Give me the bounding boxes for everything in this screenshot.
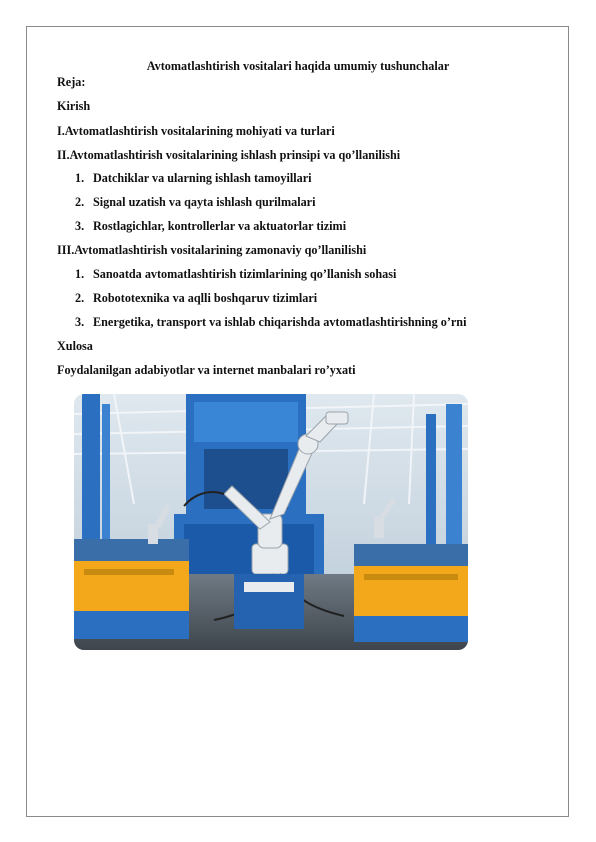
factory-robot-illustration xyxy=(74,394,468,650)
document-title: Avtomatlashtirish vositalari haqida umumiy tushunchalar xyxy=(146,59,450,73)
outline-subitem xyxy=(75,315,466,330)
outline-subitem-label: Energetika, transport va ishlab chiqarishda avtomatlashtirishning o’rni xyxy=(93,315,467,329)
outline-subitem xyxy=(75,219,346,234)
outline-number: 2. xyxy=(75,291,85,305)
outline-subitem-label: Datchiklar va ularning ishlash tamoyillari xyxy=(93,171,312,185)
outline-subitem-label: Signal uzatish va qayta ishlash qurilmalari xyxy=(93,195,316,209)
outline-subitem xyxy=(75,195,315,210)
outline-number: 3. xyxy=(75,315,85,329)
outline-section-1: I.Avtomatlashtirish vositalarining mohiyati va turlari xyxy=(57,124,335,138)
outline-item-kirish: Kirish xyxy=(57,99,91,113)
outline-section-3: III.Avtomatlashtirish vositalarining zamonaviy qo’llanilishi xyxy=(57,243,367,257)
factory-robot-photo xyxy=(74,394,468,650)
plan-heading: Reja: xyxy=(57,75,86,89)
outline-number: 2. xyxy=(75,195,85,209)
outline-subitem-label: Rostlagichlar, kontrollerlar va aktuatorlar tizimi xyxy=(93,219,347,233)
outline-subitem xyxy=(75,291,317,306)
outline-section-2: II.Avtomatlashtirish vositalarining ishlash prinsipi va qo’llanilishi xyxy=(57,148,401,162)
outline-number: 1. xyxy=(75,171,85,185)
outline-subitem-label: Sanoatda avtomatlashtirish tizimlarining qo’llanish sohasi xyxy=(93,267,397,281)
outline-number: 3. xyxy=(75,219,85,233)
outline-number: 1. xyxy=(75,267,85,281)
outline-item-references: Foydalanilgan adabiyotlar va internet manbalari ro’yxati xyxy=(57,363,356,377)
outline-subitem-label: Robototexnika va aqlli boshqaruv tizimlari xyxy=(93,291,318,305)
outline-subitem xyxy=(75,171,312,186)
outline-subitem xyxy=(75,267,396,282)
outline-item-xulosa: Xulosa xyxy=(57,339,93,353)
